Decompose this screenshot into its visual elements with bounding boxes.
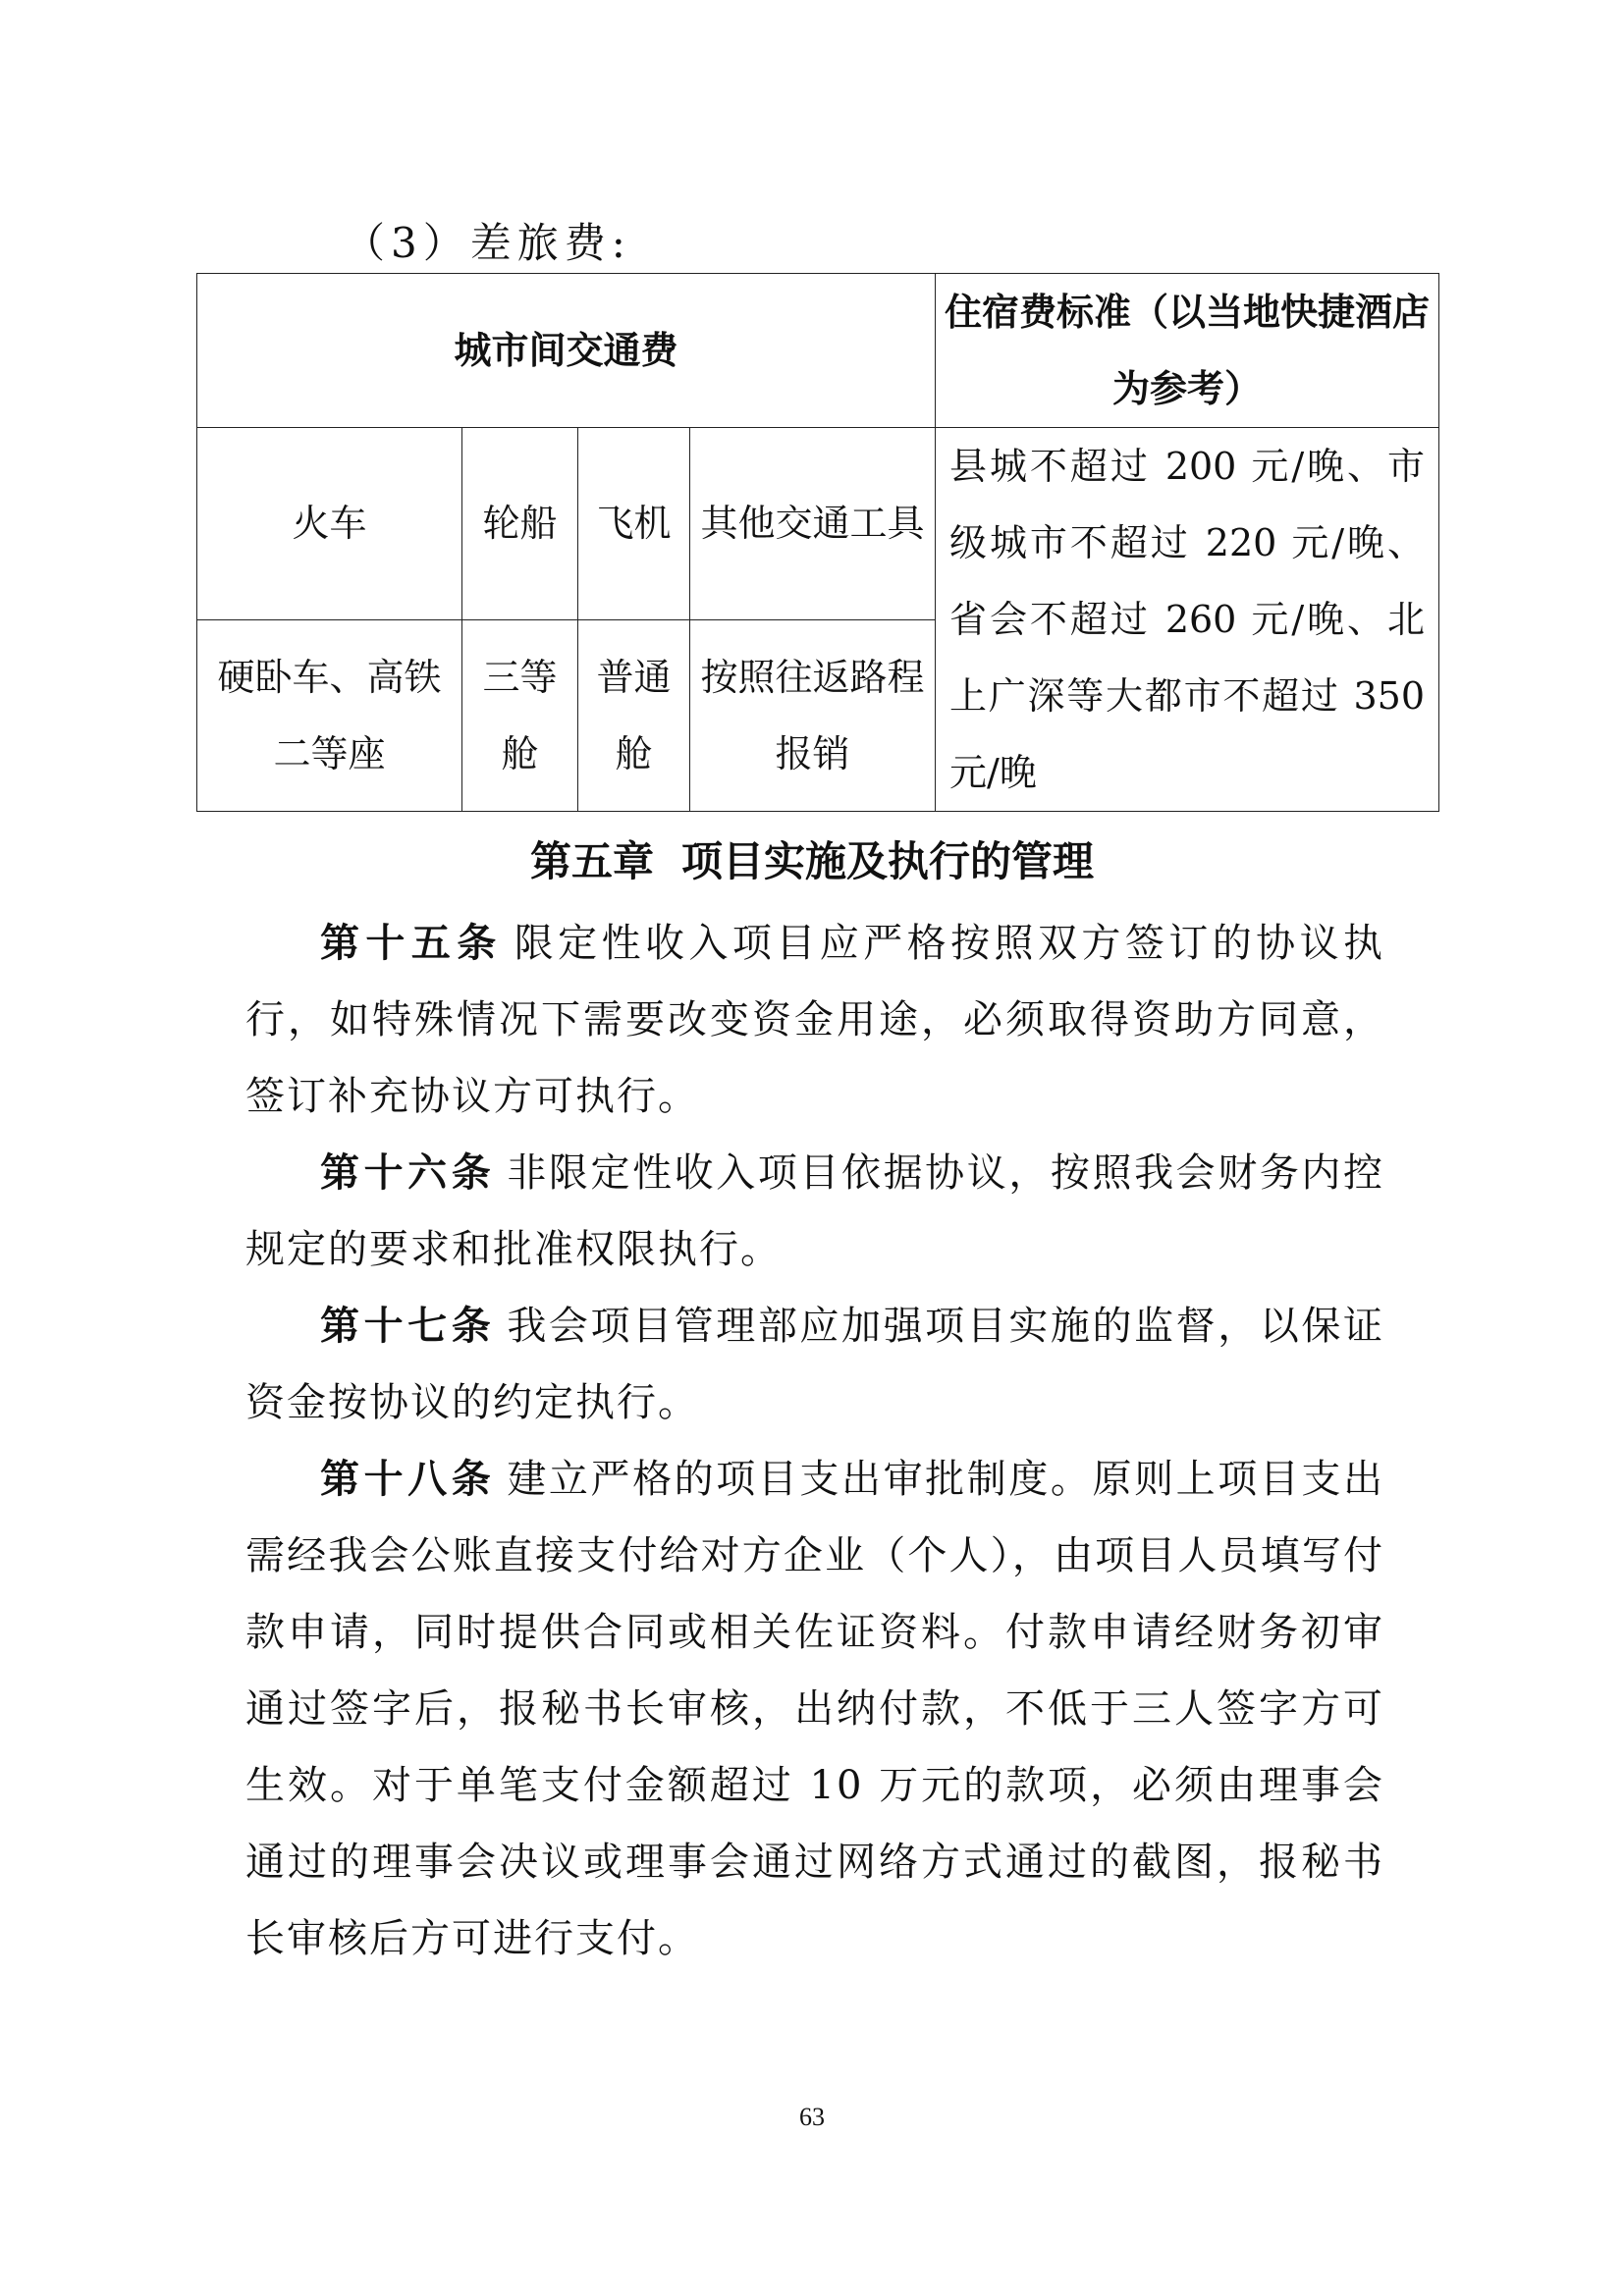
- article-label: 第十七条: [320, 1304, 496, 1349]
- article-text: 建立严格的项目支出审批制度。原则上项目支出需经我会公账直接支付给对方企业（个人），由项目人员填写付款申请，同时提供合同或相关佐证资料。付款申请经财务初审通过签字后，报秘书长审核，出纳付款，不低于三人签字方可生效。对于单笔支付金额超过 10 万元的款项，必须由理事会通过的理事会决议或理事会通过网络方式通过的截图，报秘书长审核后方可进行支付。: [245, 1457, 1385, 1961]
- chapter-title: [0, 832, 1624, 891]
- article-17: [245, 1288, 1384, 1441]
- article-18: [245, 1441, 1384, 1977]
- article-label: 第十六条: [320, 1150, 496, 1196]
- col-train: 火车: [197, 428, 462, 620]
- chapter-name: 项目实施及执行的管理: [681, 837, 1095, 885]
- header-transport: 城市间交通费: [197, 274, 936, 428]
- section-heading: （3）差旅费:: [344, 219, 631, 267]
- page-number: 63: [799, 2103, 825, 2131]
- travel-expense-table: [196, 273, 1439, 812]
- val-plane: 普通舱: [578, 619, 690, 812]
- val-other-transport: 按照往返路程报销: [690, 619, 936, 812]
- val-train: 硬卧车、高铁二等座: [197, 619, 462, 812]
- val-ship: 三等舱: [462, 619, 578, 812]
- lodging-standard: 县城不超过 200 元/晚、市级城市不超过 220 元/晚、省会不超过 260 元/晚、北上广深等大都市不超过 350 元/晚: [936, 428, 1439, 812]
- col-plane: 飞机: [578, 428, 690, 620]
- header-lodging: 住宿费标准（以当地快捷酒店为参考）: [936, 274, 1439, 428]
- article-label: 第十八条: [320, 1457, 496, 1502]
- article-15: [245, 905, 1384, 1135]
- article-text: 非限定性收入项目依据协议，按照我会财务内控规定的要求和批准权限执行。: [245, 1150, 1385, 1272]
- article-text: 我会项目管理部应加强项目实施的监督，以保证资金按协议的约定执行。: [245, 1304, 1385, 1425]
- col-ship: 轮船: [462, 428, 578, 620]
- chapter-number: 第五章: [529, 837, 654, 885]
- article-text: 限定性收入项目应严格按照双方签订的协议执行，如特殊情况下需要改变资金用途，必须取得资助方同意，签订补充协议方可执行。: [245, 921, 1385, 1119]
- article-label: 第十五条: [320, 921, 503, 966]
- article-16: [245, 1135, 1384, 1288]
- col-other-transport: 其他交通工具: [690, 428, 936, 620]
